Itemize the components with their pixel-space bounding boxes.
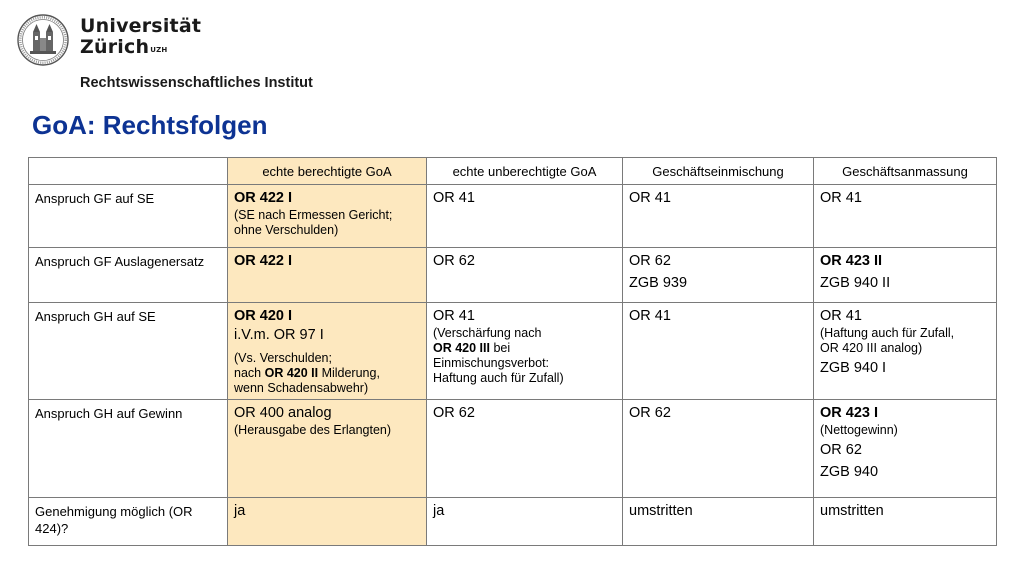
- table-cell: [814, 303, 997, 400]
- uzh-superscript: UZH: [150, 46, 168, 54]
- table-header-row: [29, 158, 997, 185]
- cell-main: OR 41: [820, 190, 862, 206]
- row-header: Anspruch GF Auslagenersatz: [29, 248, 228, 303]
- cell-main: umstritten: [820, 503, 884, 519]
- table-cell: [623, 303, 814, 400]
- table-row: [29, 248, 997, 303]
- table-row: [29, 185, 997, 248]
- cell-extra: ZGB 940: [820, 464, 879, 480]
- cell-note: [234, 366, 420, 381]
- table-cell: [427, 498, 623, 546]
- table-cell: [427, 248, 623, 303]
- table-cell: [228, 303, 427, 400]
- cell-extra: ZGB 939: [629, 275, 688, 291]
- cell-note: OR 420 III analog): [820, 341, 923, 355]
- table-row: [29, 303, 997, 400]
- table-cell: [427, 303, 623, 400]
- table-cell: [623, 400, 814, 498]
- page-title: GoA: Rechtsfolgen: [32, 110, 268, 140]
- column-header: Geschäftsanmassung: [814, 158, 997, 185]
- cell-note: (Vs. Verschulden;: [234, 351, 332, 365]
- legal-consequences-table: [28, 157, 997, 546]
- cell-main-continued: i.V.m. OR 97 I: [234, 327, 324, 343]
- cell-main: OR 420 I: [234, 308, 293, 324]
- cell-main: OR 41: [433, 190, 475, 206]
- cell-note: (Herausgabe des Erlangten): [234, 423, 392, 437]
- cell-note: (Nettogewinn): [820, 423, 898, 437]
- cell-main: OR 422 I: [234, 190, 293, 206]
- note-citation: OR 420 III: [433, 341, 490, 355]
- university-name-line1: Universität: [80, 15, 202, 37]
- column-header: echte berechtigte GoA: [228, 158, 427, 185]
- university-name-zurich: Zürich: [80, 36, 150, 58]
- row-header: Anspruch GF auf SE: [29, 185, 228, 248]
- cell-main: OR 62: [629, 405, 671, 421]
- table-cell: [623, 185, 814, 248]
- table-cell: [228, 185, 427, 248]
- cell-extra: ZGB 940 II: [820, 275, 891, 291]
- table-cell: [427, 400, 623, 498]
- column-header-empty: [29, 158, 228, 185]
- column-header: echte unberechtigte GoA: [427, 158, 623, 185]
- table-cell: [814, 185, 997, 248]
- university-seal-icon: [17, 14, 69, 66]
- cell-note: wenn Schadensabwehr): [234, 381, 369, 395]
- cell-main: OR 400 analog: [234, 405, 332, 421]
- cell-main: OR 423 I: [820, 405, 879, 421]
- university-name-line2: [80, 37, 201, 58]
- column-header: Geschäftseinmischung: [623, 158, 814, 185]
- row-header: Anspruch GH auf SE: [29, 303, 228, 400]
- table-row: [29, 498, 997, 546]
- cell-main: OR 62: [433, 253, 475, 269]
- table-cell: [814, 498, 997, 546]
- cell-main: OR 62: [629, 253, 671, 269]
- cell-main: ja: [433, 503, 445, 519]
- cell-main: OR 422 I: [234, 253, 293, 269]
- note-text: bei: [489, 341, 511, 355]
- cell-main: OR 41: [433, 308, 475, 324]
- cell-main: OR 423 II: [820, 253, 883, 269]
- row-header: Anspruch GH auf Gewinn: [29, 400, 228, 498]
- table-cell: [228, 248, 427, 303]
- table-cell: [623, 498, 814, 546]
- note-text: nach: [234, 366, 265, 380]
- row-header: Genehmigung möglich (OR 424)?: [29, 498, 228, 546]
- table-cell: [427, 185, 623, 248]
- cell-main: umstritten: [629, 503, 693, 519]
- note-citation: OR 420 II: [264, 366, 319, 380]
- table-cell: [228, 400, 427, 498]
- table-cell: [623, 248, 814, 303]
- cell-note: [433, 341, 616, 356]
- cell-extra: OR 62: [820, 442, 862, 458]
- cell-main: OR 41: [820, 308, 862, 324]
- university-name: [80, 16, 201, 58]
- table-cell: [814, 400, 997, 498]
- cell-main: ja: [234, 503, 246, 519]
- cell-main: OR 41: [629, 190, 671, 206]
- cell-extra: ZGB 940 I: [820, 360, 887, 376]
- cell-note: (Verschärfung nach: [433, 326, 542, 340]
- cell-main: OR 62: [433, 405, 475, 421]
- cell-main: OR 41: [629, 308, 671, 324]
- cell-note: (Haftung auch für Zufall,: [820, 326, 955, 340]
- table-row: [29, 400, 997, 498]
- table-cell: [228, 498, 427, 546]
- cell-note: Haftung auch für Zufall): [433, 371, 564, 385]
- note-text: Milderung,: [318, 366, 380, 380]
- institute-name: Rechtswissenschaftliches Institut: [80, 75, 313, 91]
- cell-note: (SE nach Ermessen Gericht; ohne Verschulden): [234, 208, 393, 237]
- table-cell: [814, 248, 997, 303]
- cell-note: Einmischungsverbot:: [433, 356, 550, 370]
